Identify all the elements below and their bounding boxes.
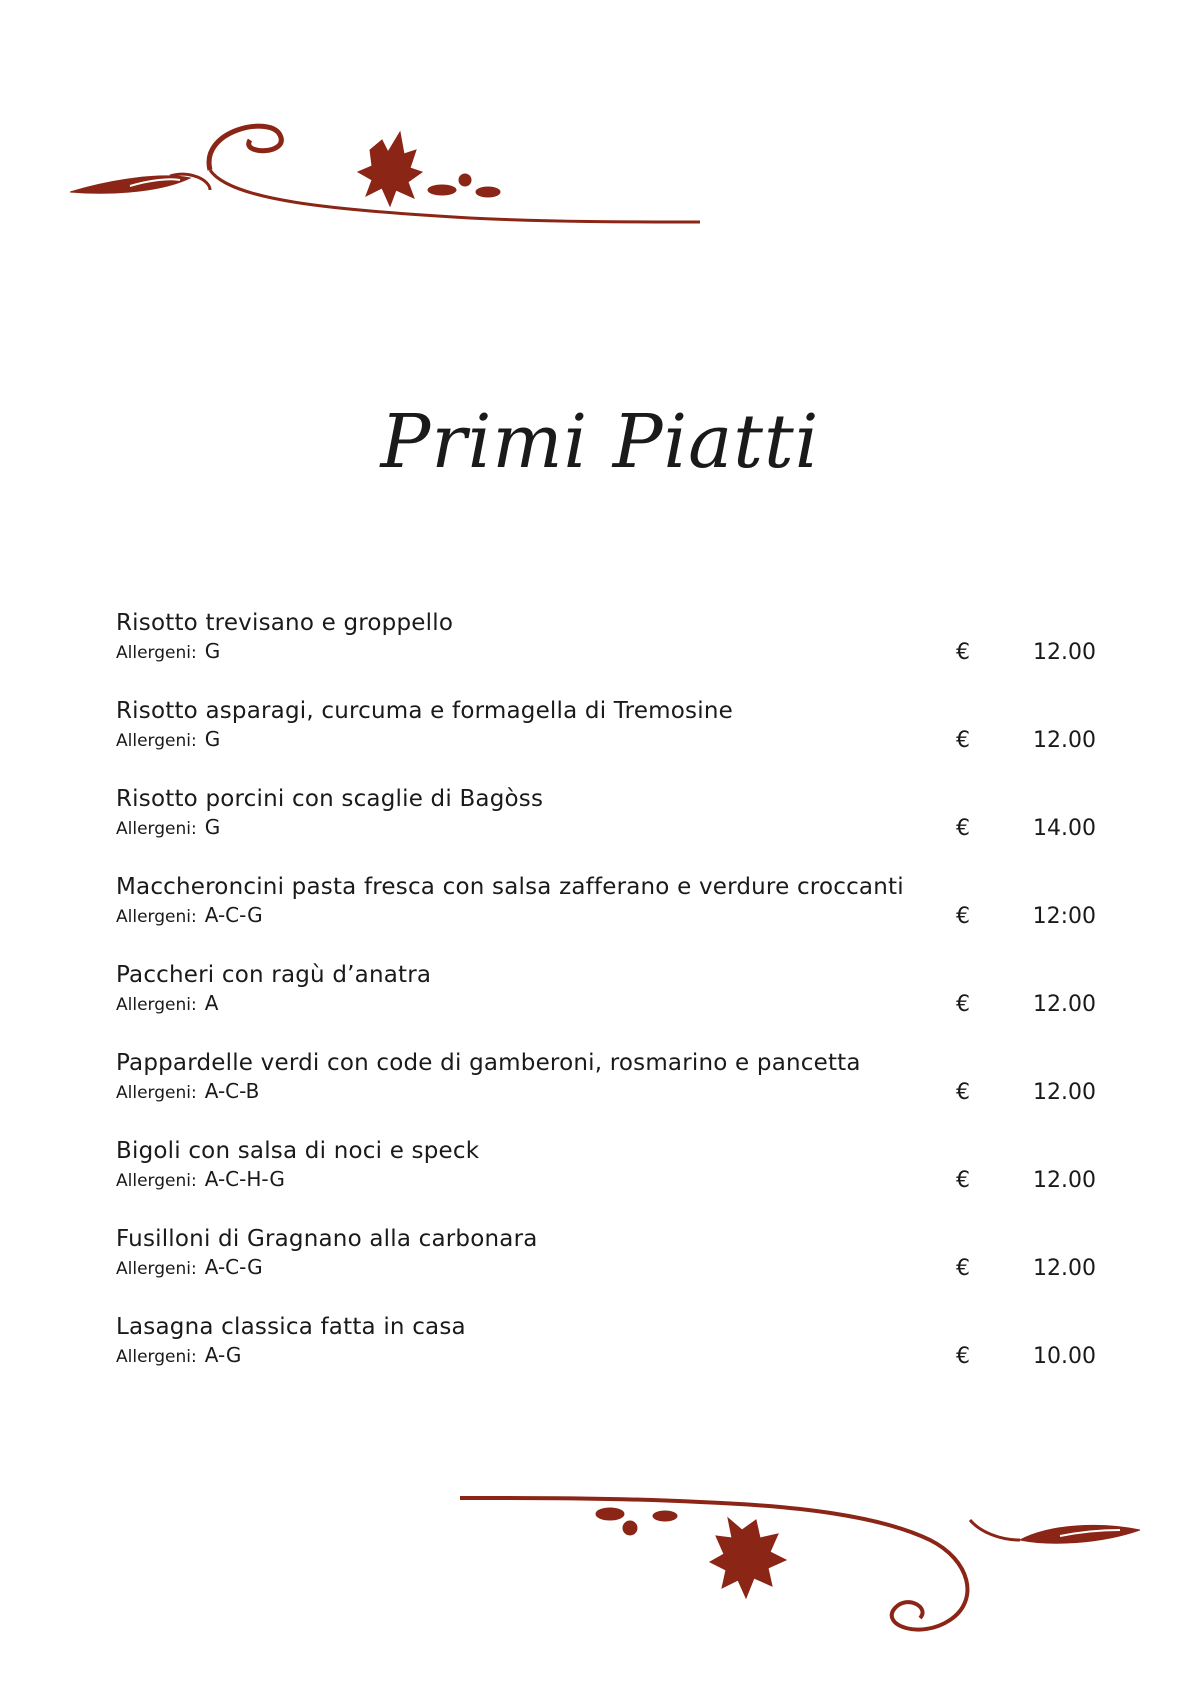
- allergen-line: [116, 1254, 1096, 1282]
- currency-symbol: €: [956, 992, 970, 1017]
- allergen-label: Allergeni:: [116, 1171, 197, 1191]
- currency-symbol: €: [956, 904, 970, 929]
- menu-item: [116, 1312, 1096, 1400]
- allergen-codes: G: [204, 727, 221, 751]
- dish-name: Risotto trevisano e groppello: [116, 610, 454, 636]
- allergen-line: [116, 726, 1096, 754]
- allergen-line: [116, 814, 1096, 842]
- dish-price: 12.00: [1033, 1256, 1096, 1281]
- menu-item: [116, 872, 1096, 960]
- allergen-line: [116, 902, 1096, 930]
- currency-symbol: €: [956, 1256, 970, 1281]
- allergen-codes: G: [204, 639, 221, 663]
- allergen-label: Allergeni:: [116, 1347, 197, 1367]
- dish-name: Fusilloni di Gragnano alla carbonara: [116, 1226, 538, 1252]
- dish-price: 12.00: [1033, 640, 1096, 665]
- dish-price: 12.00: [1033, 1080, 1096, 1105]
- price-block: [956, 814, 1096, 844]
- allergen-codes: A-C-B: [204, 1079, 260, 1103]
- currency-symbol: €: [956, 816, 970, 841]
- allergen-line: [116, 990, 1096, 1018]
- menu-item: [116, 1136, 1096, 1224]
- menu-item: [116, 696, 1096, 784]
- price-block: [956, 726, 1096, 756]
- allergen-label: Allergeni:: [116, 643, 197, 663]
- currency-symbol: €: [956, 1080, 970, 1105]
- allergen-line: [116, 1166, 1096, 1194]
- bottom-flourish-ornament: [460, 1490, 1140, 1650]
- price-block: [956, 1342, 1096, 1372]
- dish-name: Bigoli con salsa di noci e speck: [116, 1138, 480, 1164]
- top-flourish-ornament: [70, 110, 700, 240]
- dish-name: Risotto porcini con scaglie di Bagòss: [116, 786, 544, 812]
- allergen-codes: A: [204, 991, 219, 1015]
- currency-symbol: €: [956, 1168, 970, 1193]
- allergen-line: [116, 638, 1096, 666]
- dish-price: 14.00: [1033, 816, 1096, 841]
- menu-list: [116, 608, 1096, 1400]
- allergen-label: Allergeni:: [116, 731, 197, 751]
- allergen-codes: A-C-G: [204, 903, 263, 927]
- page-title: Primi Piatti: [380, 399, 820, 485]
- menu-item: [116, 784, 1096, 872]
- allergen-codes: G: [204, 815, 221, 839]
- allergen-codes: A-C-H-G: [204, 1167, 285, 1191]
- allergen-label: Allergeni:: [116, 819, 197, 839]
- price-block: [956, 990, 1096, 1020]
- allergen-line: [116, 1342, 1096, 1370]
- allergen-label: Allergeni:: [116, 995, 197, 1015]
- allergen-label: Allergeni:: [116, 1083, 197, 1103]
- dish-price: 12.00: [1033, 728, 1096, 753]
- price-block: [956, 902, 1096, 932]
- price-block: [956, 1254, 1096, 1284]
- price-block: [956, 1078, 1096, 1108]
- allergen-label: Allergeni:: [116, 907, 197, 927]
- dish-price: 12.00: [1033, 1168, 1096, 1193]
- menu-item: [116, 960, 1096, 1048]
- dish-name: Paccheri con ragù d’anatra: [116, 962, 432, 988]
- price-block: [956, 1166, 1096, 1196]
- menu-item: [116, 1224, 1096, 1312]
- currency-symbol: €: [956, 640, 970, 665]
- menu-item: [116, 1048, 1096, 1136]
- allergen-codes: A-C-G: [204, 1255, 263, 1279]
- currency-symbol: €: [956, 728, 970, 753]
- allergen-codes: A-G: [204, 1343, 242, 1367]
- dish-name: Maccheroncini pasta fresca con salsa zafferano e verdure croccanti: [116, 874, 904, 900]
- dish-name: Pappardelle verdi con code di gamberoni, rosmarino e pancetta: [116, 1050, 861, 1076]
- menu-item: [116, 608, 1096, 696]
- allergen-label: Allergeni:: [116, 1259, 197, 1279]
- price-block: [956, 638, 1096, 668]
- dish-price: 10.00: [1033, 1344, 1096, 1369]
- dish-name: Risotto asparagi, curcuma e formagella di Tremosine: [116, 698, 733, 724]
- dish-name: Lasagna classica fatta in casa: [116, 1314, 466, 1340]
- dish-price: 12:00: [1032, 904, 1096, 929]
- dish-price: 12.00: [1033, 992, 1096, 1017]
- currency-symbol: €: [956, 1344, 970, 1369]
- allergen-line: [116, 1078, 1096, 1106]
